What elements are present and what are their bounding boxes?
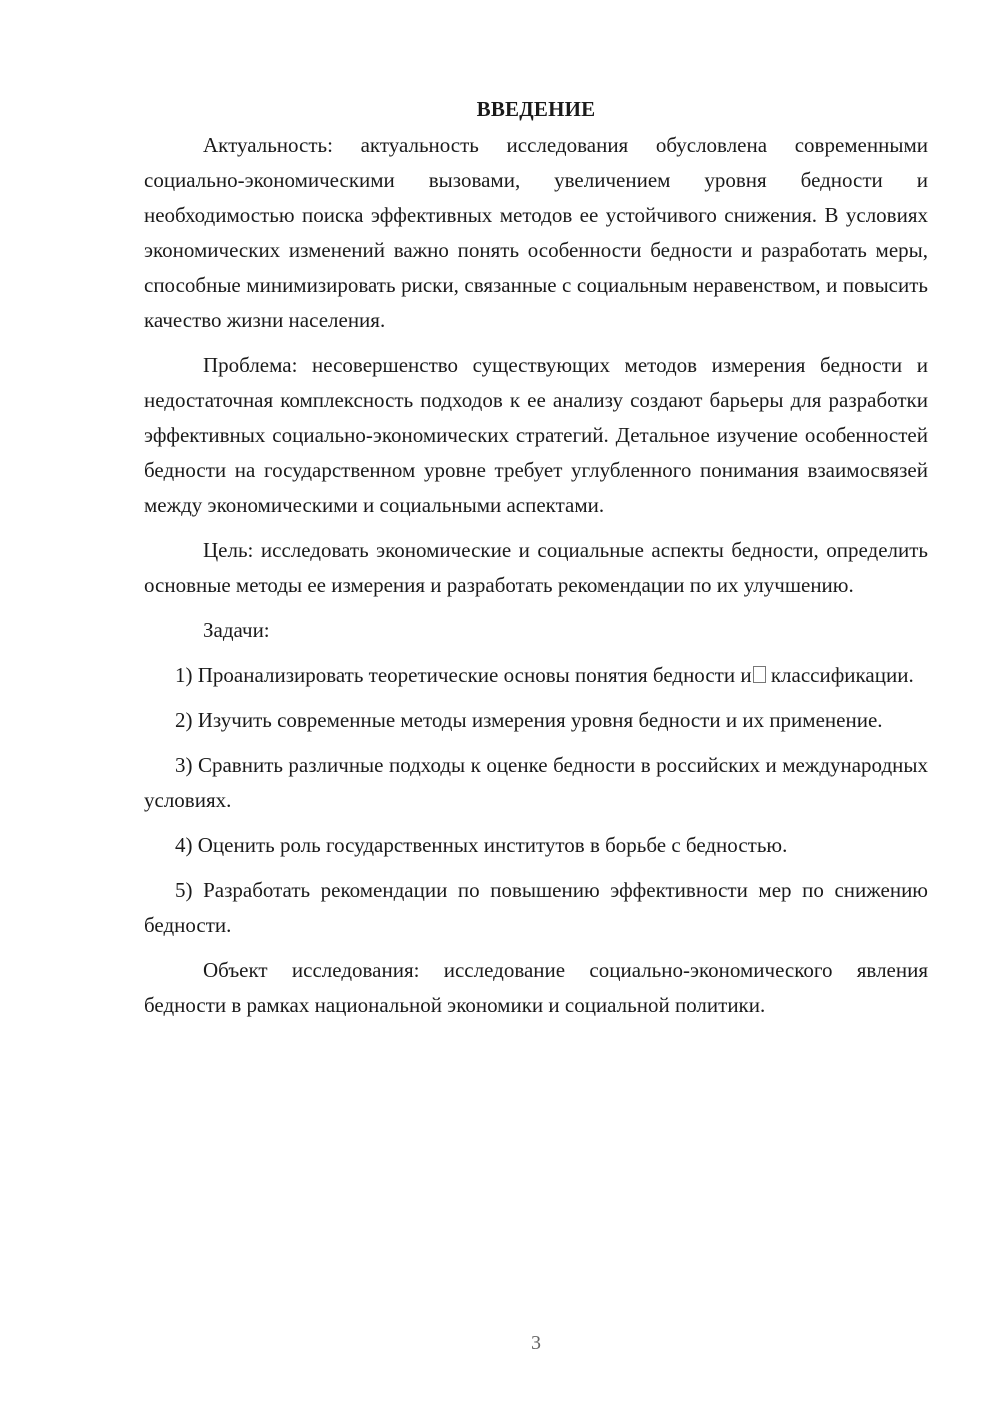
document-body [144,92,928,1033]
missing-glyph-icon [753,666,766,683]
tasks-heading: Задачи: [203,618,270,642]
task-item-2: 2) Изучить современные методы измерения уровня бедности и их применение. [175,708,883,732]
task-item-5: 5) Разработать рекомендации по повышению эффективности мер по снижению бедности. [144,878,928,937]
task-item-4: 4) Оценить роль государственных институтов в борьбе с бедностью. [175,833,788,857]
problem-paragraph: Проблема: несовершенство существующих методов измерения бедности и недостаточная комплексность подходов к ее анализу создают барьеры для разработки эффективных социально-экономических стратегий. Детальное изучение особенностей бедности на государственном уровне требует углубленного понимания взаимосвязей между экономическими и социальными аспектами. [144,353,928,517]
object-paragraph: Объект исследования: исследование социально-экономического явления бедности в рамках национальной экономики и социальной политики. [144,958,928,1017]
task-item-1-text: 1) Проанализировать теоретические основы понятия бедности и [175,663,752,687]
task-item-1 [144,658,928,693]
task-item-1-continuation: классификации. [770,663,914,687]
task-item-3: 3) Сравнить различные подходы к оценке бедности в российских и международных условиях. [144,753,928,812]
page-number: 3 [531,1332,541,1354]
goal-paragraph: Цель: исследовать экономические и социальные аспекты бедности, определить основные методы ее измерения и разработать рекомендации по их улучшению. [144,538,928,597]
relevance-paragraph: Актуальность: актуальность исследования обусловлена современными социально-экономическими вызовами, увеличением уровня бедности и необходимостью поиска эффективных методов ее устойчивого снижения. В условиях экономических изменений важно понять особенности бедности и разработать меры, способные минимизировать риски, связанные с социальным неравенством, и повысить качество жизни населения. [144,133,928,332]
section-title: ВВЕДЕНИЕ [476,97,596,121]
